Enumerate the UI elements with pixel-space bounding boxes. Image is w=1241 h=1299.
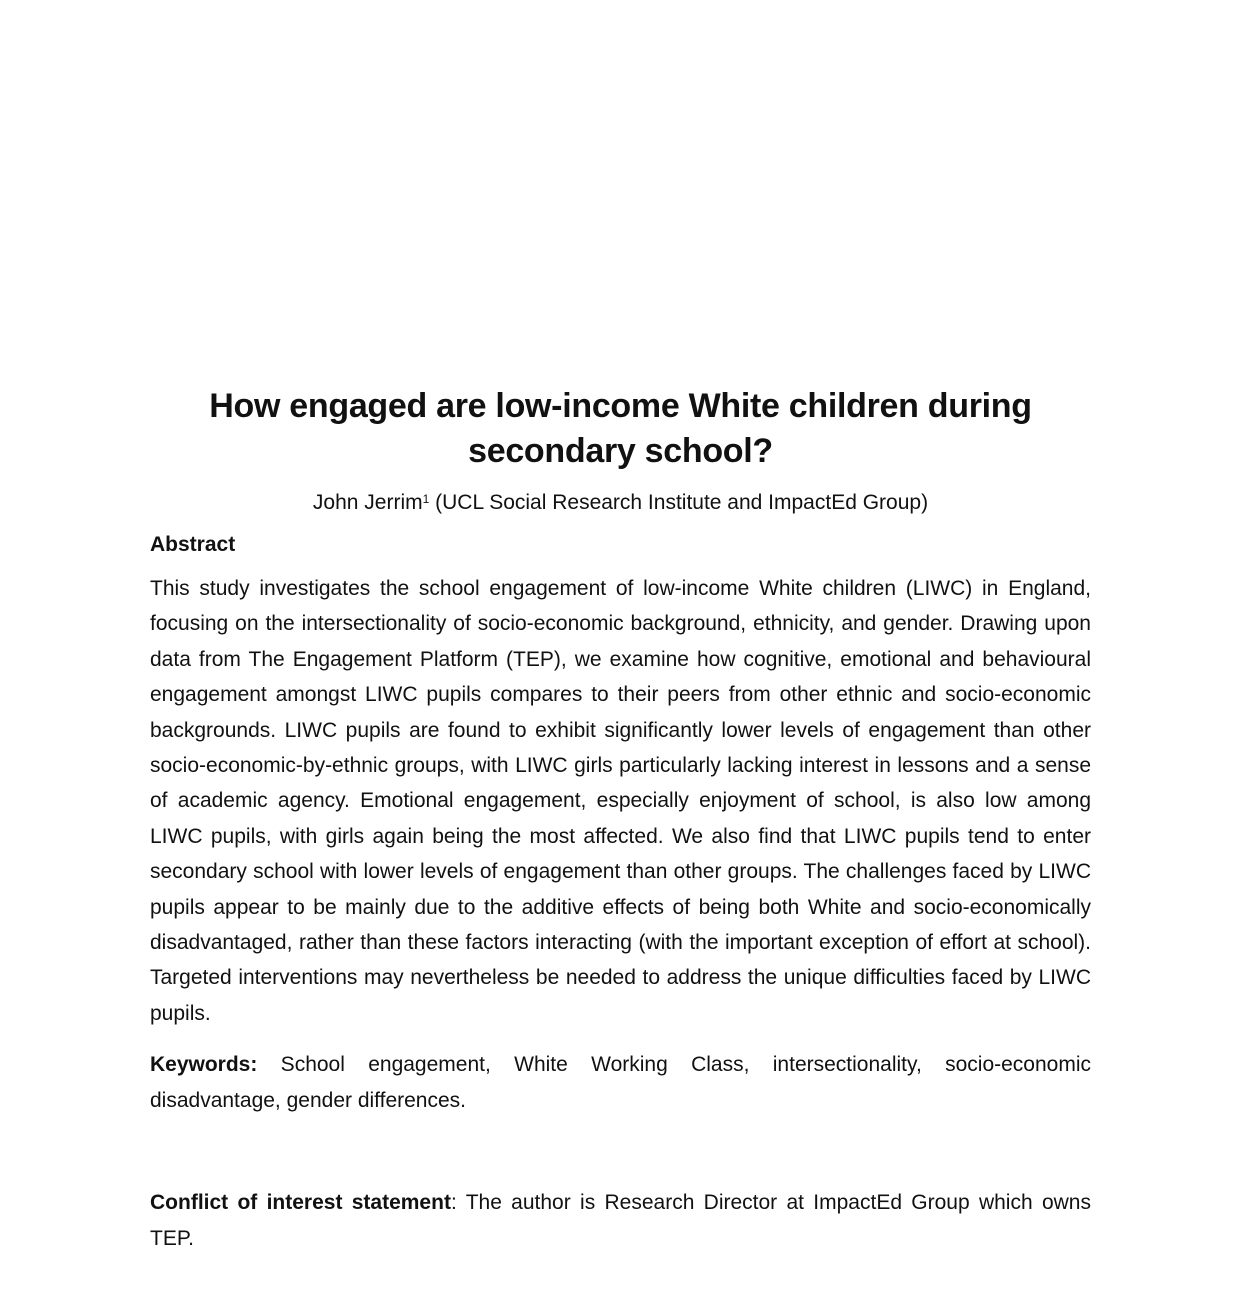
keywords-text: School engagement, White Working Class, intersectionality, socio-economic disadvantage, gender differences. [150,1053,1091,1112]
conflict-of-interest-paragraph [150,1185,1091,1256]
conflict-of-interest-label: Conflict of interest statement [150,1191,451,1215]
author-affiliation: (UCL Social Research Institute and ImpactEd Group) [429,491,929,514]
keywords-paragraph [150,1047,1091,1118]
abstract-text: This study investigates the school engagement of low-income White children (LIWC) in England, focusing on the intersectionality of socio-economic background, ethnicity, and gender. Drawing upon data from The Engagement Platform (TEP), we examine how cognitive, emotional and behavioural engagement amongst LIWC pupils compares to their peers from other ethnic and socio-economic backgrounds. LIWC pupils are found to exhibit significantly lower levels of engagement than other socio-economic-by-ethnic groups, with LIWC girls particularly lacking interest in lessons and a sense of academic agency. Emotional engagement, especially enjoyment of school, is also low among LIWC pupils, with girls again being the most affected. We also find that LIWC pupils tend to enter secondary school with lower levels of engagement than other groups. The challenges faced by LIWC pupils appear to be mainly due to the additive effects of being both White and socio-economically disadvantaged, rather than these factors interacting (with the important exception of effort at school). Targeted interventions may nevertheless be needed to address the unique difficulties faced by LIWC pupils. [150,577,1091,1025]
paper-page [150,384,1091,1256]
keywords-label: Keywords: [150,1053,258,1077]
author-name: John Jerrim [312,491,423,514]
author-line [150,488,1091,518]
abstract-heading: Abstract [150,533,236,556]
conflict-of-interest-text: : The author is Research Director at ImpactEd Group which owns TEP. [150,1191,1091,1250]
author-footnote-marker: 1 [422,492,430,506]
paper-title: How engaged are low-income White children during secondary school? [209,387,1032,470]
